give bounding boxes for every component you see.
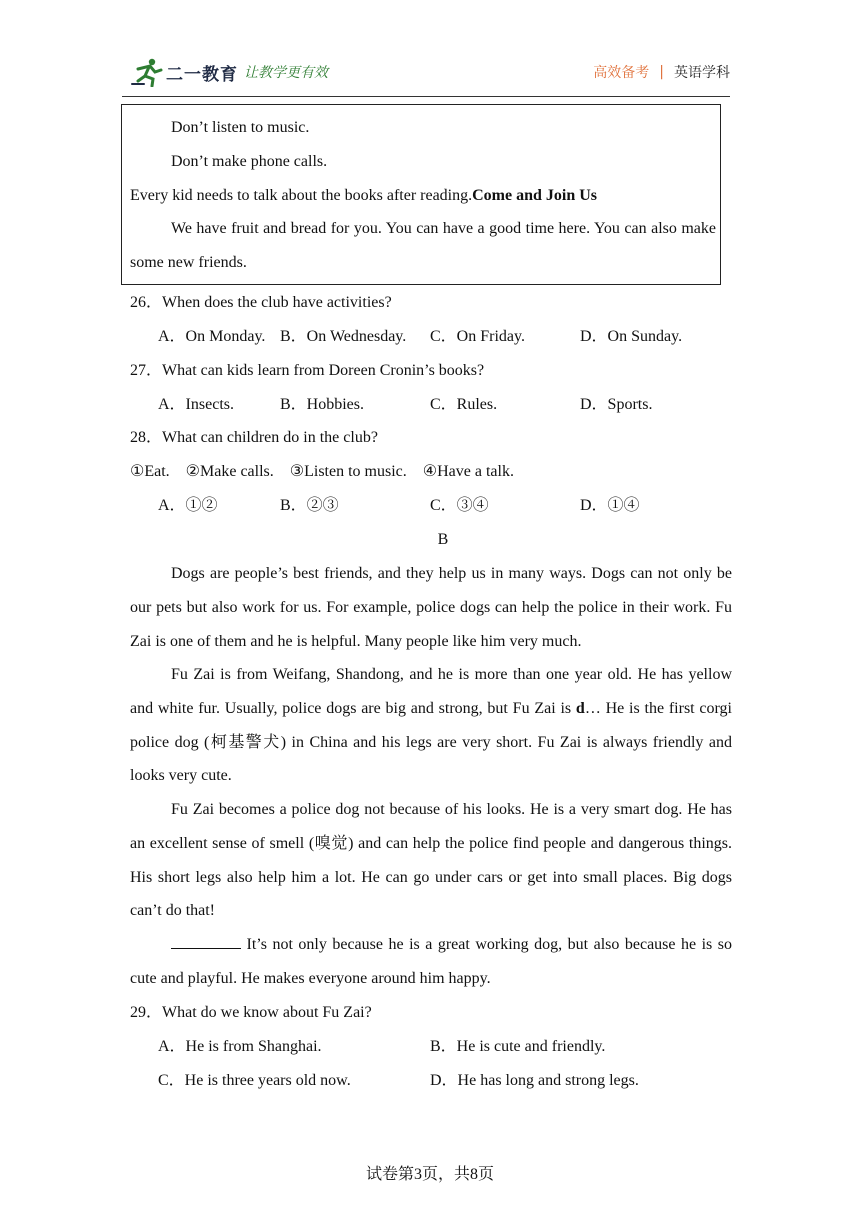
notice-heading: Come and Join Us [472,187,598,204]
logo-slogan: 让教学更有效 [244,65,328,81]
q28-option-d[interactable]: D．①④ [580,497,640,514]
notice-paragraph [130,212,716,280]
q26-option-d[interactable]: D．On Sunday. [580,328,683,345]
passage-b-paragraph-3 [130,793,732,928]
q28-option-a[interactable]: A．①② [158,497,218,514]
notice-rule-2: Don’t make phone calls. [171,153,328,170]
logo-name: 二一教育 [166,64,238,85]
q27-option-b[interactable]: B．Hobbies. [280,396,365,413]
notice-rule-3-text: Every kid needs to talk about the books after reading. [130,187,473,204]
passage-b-paragraph-2-text-b: … He is the first corgi police dog (柯基警犬) in China and his legs are very short. Fu Zai is always friendly and looks very cute. [130,699,733,785]
passage-b-paragraph-1-text: Dogs are people’s best friends, and they help us in many ways. Dogs can not only be our pets but also work for us. For example, police dogs can help the police in their work. Fu Zai is one of them and he is helpful. Many people like him very much. [130,565,732,650]
header-divider [122,96,730,97]
passage-b-paragraph-2 [130,658,732,793]
passage-b-paragraph-2-text-a: Fu Zai is from Weifang, Shandong, and he is more than one year old. He has yellow and white fur. Usually, police dogs are big and strong, but Fu Zai is [130,666,732,717]
passage-b-paragraph-4 [130,928,732,996]
header-tag-exam-prep: 高效备考 [593,65,650,81]
header-tags [593,62,730,82]
q27-option-c[interactable]: C．Rules. [430,396,498,413]
section-b-label: B [437,531,449,548]
passage-b-paragraph-3-text: Fu Zai becomes a police dog not because of his looks. He is a very smart dog. He has an excellent sense of smell (嗅觉) and can help the police find people and dangerous things. His short legs also help him a lot. He can go under cars or get into small places. Big dogs can’t do that! [130,801,732,920]
q26-option-c[interactable]: C．On Friday. [430,328,525,345]
q26-option-a[interactable]: A．On Monday. [158,328,266,345]
notice-rule-3 [130,186,597,206]
question-28: 28．What can children do in the club? [130,429,378,446]
notice-rule-1: Don’t listen to music. [171,119,310,136]
q29-option-a[interactable]: A．He is from Shanghai. [158,1038,322,1055]
q29-option-b[interactable]: B．He is cute and friendly. [430,1038,606,1055]
q27-option-d[interactable]: D．Sports. [580,396,653,413]
answer-blank[interactable] [171,934,241,949]
header-separator: | [659,64,664,80]
q29-option-d[interactable]: D．He has long and strong legs. [430,1072,639,1089]
passage-b-bold-letter: d [575,699,585,717]
passage-b-paragraph-4-text: It’s not only because he is a great working dog, but also because he is so cute and playful. He makes everyone around him happy. [130,936,732,987]
notice-paragraph-text: We have fruit and bread for you. You can have a good time here. You can also make some new friends. [130,220,716,271]
header-tag-subject: 英语学科 [674,65,730,81]
q29-option-c[interactable]: C．He is three years old now. [158,1072,351,1089]
q26-option-b[interactable]: B．On Wednesday. [280,328,407,345]
logo [130,54,328,90]
page-footer: 试卷第3页，共8页 [365,1166,494,1183]
question-29: 29．What do we know about Fu Zai? [130,1004,372,1021]
question-26: 26．When does the club have activities? [130,294,392,311]
q27-option-a[interactable]: A．Insects. [158,396,234,413]
q28-option-c[interactable]: C．③④ [430,497,489,514]
runner-logo-icon [130,57,164,87]
question-27: 27．What can kids learn from Doreen Cronin’s books? [130,362,485,379]
page-header [130,54,730,98]
q28-choice-list: ①Eat. ②Make calls. ③Listen to music. ④Have a talk. [130,463,514,480]
passage-b-paragraph-1 [130,557,732,658]
q28-option-b[interactable]: B．②③ [280,497,339,514]
